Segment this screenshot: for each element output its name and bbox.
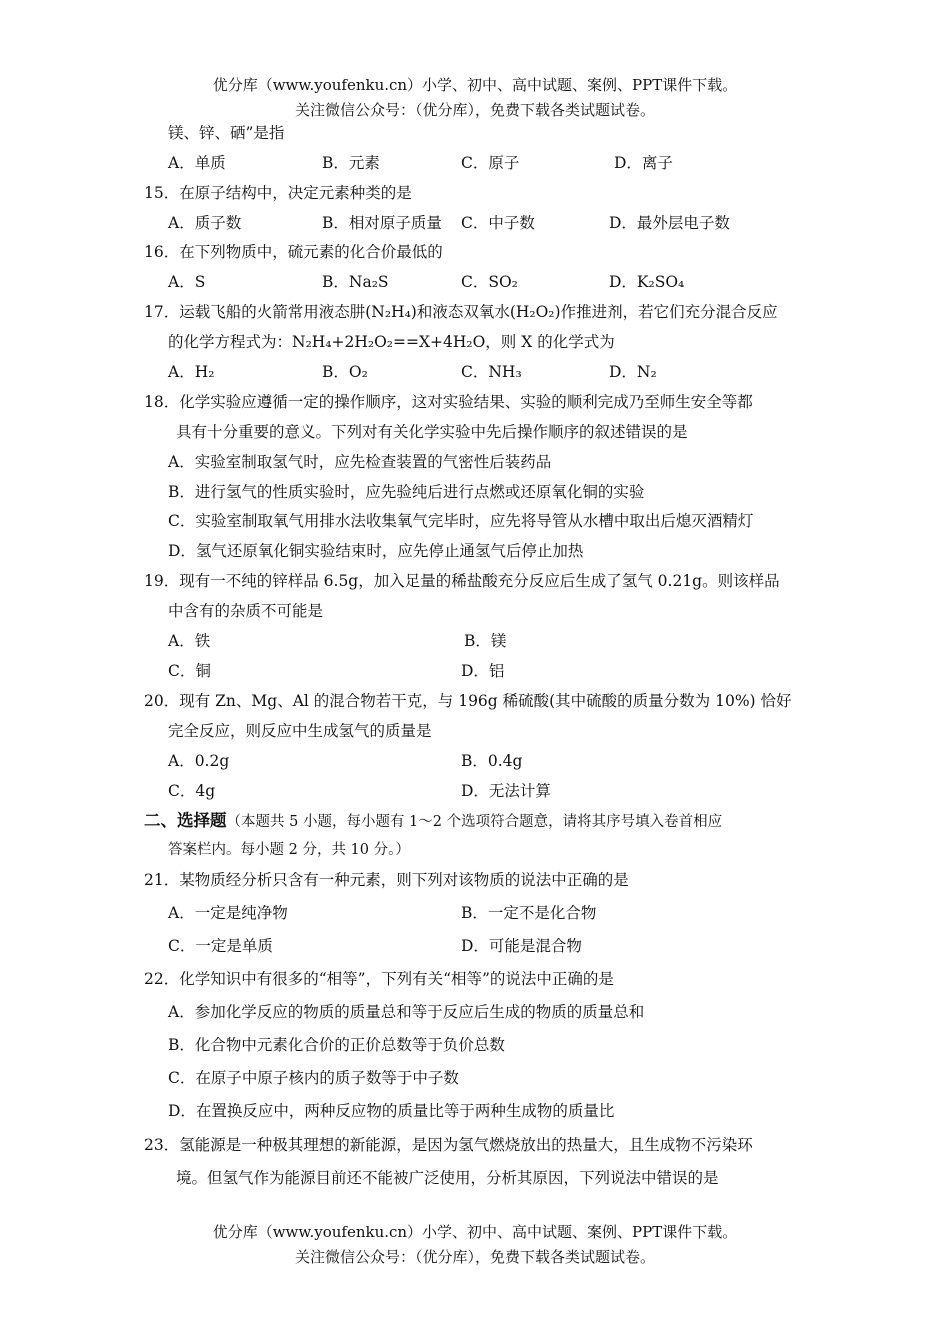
q14-option-b: B．元素 xyxy=(322,154,380,172)
q16-option-d: D．K₂SO₄ xyxy=(609,273,685,291)
q20-stem-line-1: 20．现有 Zn、Mg、Al 的混合物若干克，与 196g 稀硫酸(其中硫酸的质量分数为 10%) 恰好 xyxy=(144,692,792,710)
footer-line-1: 优分库（www.youfenku.cn）小学、初中、高中试题、案例、PPT课件下载。 xyxy=(212,1223,738,1241)
q16-option-b: B．Na₂S xyxy=(322,273,389,291)
q19-stem-line-1: 19．现有一不纯的锌样品 6.5g，加入足量的稀盐酸充分反应后生成了氢气 0.21g。则该样品 xyxy=(144,572,780,590)
q22-option-c: C．在原子中原子核内的质子数等于中子数 xyxy=(168,1069,459,1087)
q15-option-a: A．质子数 xyxy=(168,214,242,232)
q18-option-a: A．实验室制取氢气时，应先检查装置的气密性后装药品 xyxy=(168,453,552,471)
section-2-title: 二、选择题 xyxy=(144,811,227,830)
q19-option-c: C．铜 xyxy=(168,662,211,680)
q23-stem-line-1: 23．氢能源是一种极其理想的新能源，是因为氢气燃烧放出的热量大，且生成物不污染环 xyxy=(144,1136,753,1154)
section-2-heading xyxy=(144,807,722,831)
q20-option-a: A．0.2g xyxy=(168,752,230,770)
q20-stem-line-2: 完全反应，则反应中生成氢气的质量是 xyxy=(168,722,432,740)
q15-stem: 15．在原子结构中，决定元素种类的是 xyxy=(144,184,412,202)
q14-stem-tail: 镁、锌、硒”是指 xyxy=(168,124,285,142)
q16-option-a: A．S xyxy=(168,273,206,291)
q21-option-a: A．一定是纯净物 xyxy=(168,904,288,922)
q19-option-d: D．铝 xyxy=(461,662,505,680)
q18-option-b: B．进行氢气的性质实验时，应先验纯后进行点燃或还原氧化铜的实验 xyxy=(168,483,645,501)
q18-stem-line-2: 具有十分重要的意义。下列对有关化学实验中先后操作顺序的叙述错误的是 xyxy=(176,423,688,441)
q22-option-b: B．化合物中元素化合价的正价总数等于负价总数 xyxy=(168,1036,505,1054)
q17-option-a: A．H₂ xyxy=(168,363,215,381)
q15-option-b: B．相对原子质量 xyxy=(322,214,442,232)
q23-stem-line-2: 境。但氢气作为能源目前还不能被广泛使用，分析其原因，下列说法中错误的是 xyxy=(176,1169,719,1187)
section-2-note-line-2: 答案栏内。每小题 2 分，共 10 分。） xyxy=(168,842,410,858)
q16-stem: 16．在下列物质中，硫元素的化合价最低的 xyxy=(144,243,443,261)
q15-option-c: C．中子数 xyxy=(461,214,535,232)
q17-option-c: C．NH₃ xyxy=(461,363,522,381)
q14-option-c: C．原子 xyxy=(461,154,520,172)
q18-stem-line-1: 18．化学实验应遵循一定的操作顺序，这对实验结果、实验的顺利完成乃至师生安全等都 xyxy=(144,393,753,411)
q17-stem-line-2: 的化学方程式为：N₂H₄+2H₂O₂==X+4H₂O，则 X 的化学式为 xyxy=(168,333,615,351)
header-line-2: 关注微信公众号：（优分库），免费下载各类试题试卷。 xyxy=(294,101,655,119)
q16-option-c: C．SO₂ xyxy=(461,273,518,291)
header-line-1: 优分库（www.youfenku.cn）小学、初中、高中试题、案例、PPT课件下载。 xyxy=(212,76,738,94)
section-2-note-line-1: （本题共 5 小题，每小题有 1～2 个选项符合题意，请将其序号填入卷首相应 xyxy=(226,814,723,830)
q22-option-d: D．在置换反应中，两种反应物的质量比等于两种生成物的质量比 xyxy=(168,1102,615,1120)
q15-option-d: D．最外层电子数 xyxy=(609,214,730,232)
q19-option-b: B．镁 xyxy=(464,632,507,650)
footer-line-2: 关注微信公众号：（优分库），免费下载各类试题试卷。 xyxy=(294,1248,655,1266)
q20-option-d: D．无法计算 xyxy=(461,782,551,800)
q22-option-a: A．参加化学反应的物质的质量总和等于反应后生成的物质的质量总和 xyxy=(168,1003,645,1021)
q21-option-b: B．一定不是化合物 xyxy=(461,904,597,922)
q19-option-a: A．铁 xyxy=(168,632,211,650)
q21-option-c: C．一定是单质 xyxy=(168,937,273,955)
q18-option-c: C．实验室制取氧气用排水法收集氧气完毕时，应先将导管从水槽中取出后熄灭酒精灯 xyxy=(168,512,754,530)
q14-option-d: D．离子 xyxy=(614,154,673,172)
q17-stem-line-1: 17．运载飞船的火箭常用液态肼(N₂H₄)和液态双氧水(H₂O₂)作推进剂，若它们充分混合反应 xyxy=(144,303,778,321)
q21-stem: 21．某物质经分析只含有一种元素，则下列对该物质的说法中正确的是 xyxy=(144,871,629,889)
q20-option-b: B．0.4g xyxy=(461,752,523,770)
q19-stem-line-2: 中含有的杂质不可能是 xyxy=(168,602,324,620)
q17-option-b: B．O₂ xyxy=(322,363,368,381)
q21-option-d: D．可能是混合物 xyxy=(461,937,582,955)
q22-stem: 22．化学知识中有很多的“相等”，下列有关“相等”的说法中正确的是 xyxy=(144,970,614,988)
q17-option-d: D．N₂ xyxy=(609,363,657,381)
q18-option-d: D．氢气还原氧化铜实验结束时，应先停止通氢气后停止加热 xyxy=(168,542,584,560)
q14-option-a: A．单质 xyxy=(168,154,226,172)
q20-option-c: C．4g xyxy=(168,782,216,800)
